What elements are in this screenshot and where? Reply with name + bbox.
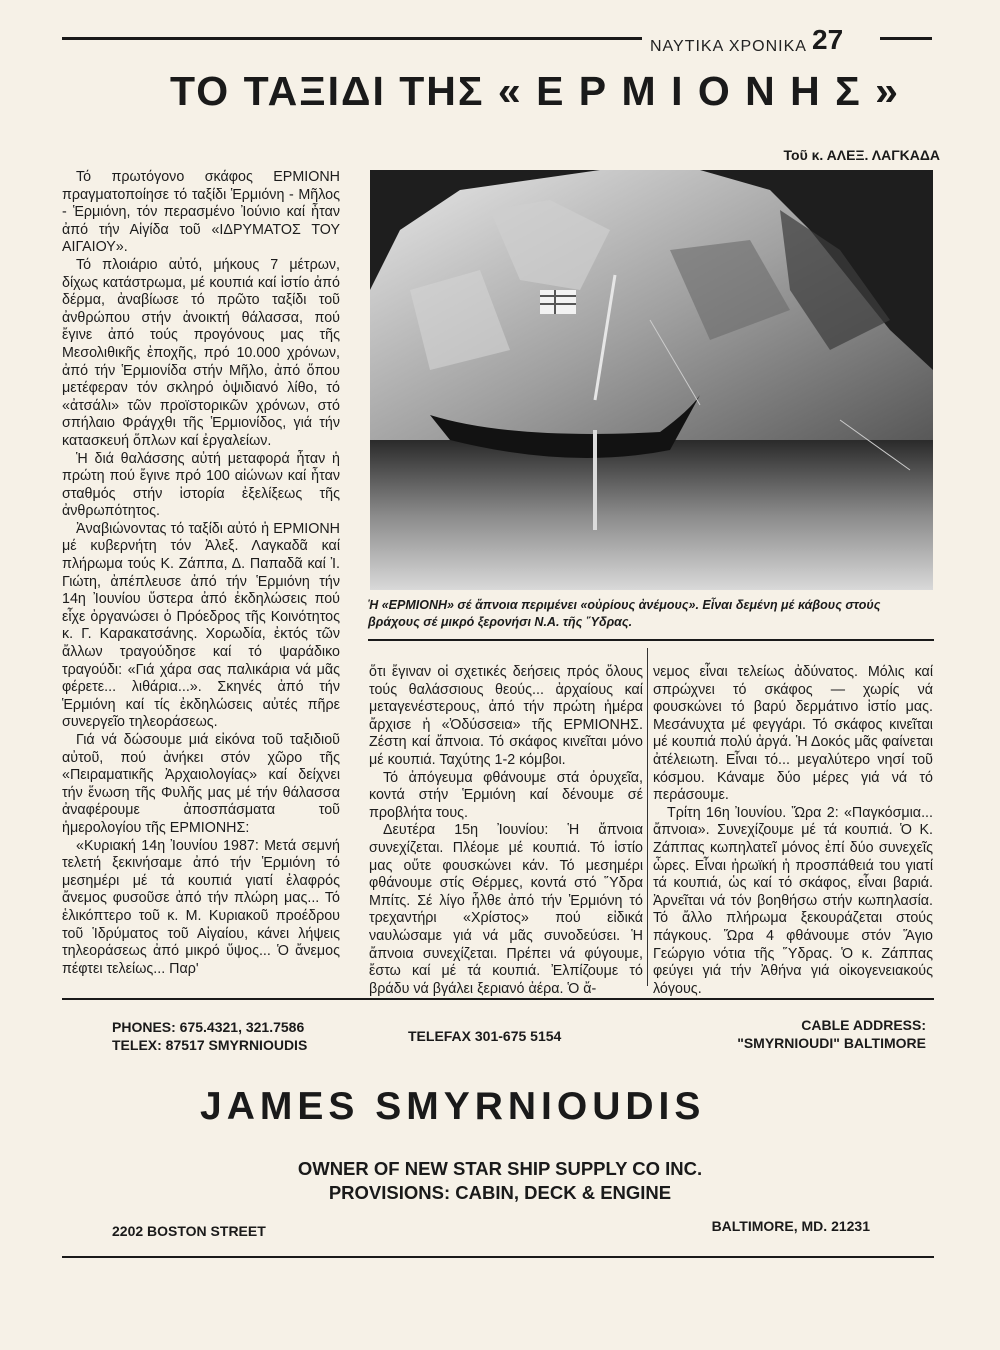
paragraph: Τό ἀπόγευμα φθάνουμε στά ὀρυχεῖα, κοντά στήν Ἑρμιόνη καί δένουμε σέ προβλήτα τους. (369, 769, 643, 821)
paragraph: Ἀναβιώνοντας τό ταξίδι αὐτό ἡ ΕΡΜΙΟΝΗ μέ κυβερνήτη τόν Ἀλεξ. Λαγκαδᾶ καί πλήρωμα τούς Κ. Ζάππα, Δ. Παπαδᾶ καί Ἰ. Γιώτη, ἀπέπλευσε ἀπό τήν Ἑρμιόνη τήν 14η Ἰουνίου ὕστερα ἀπό ἐκδηλώσεις πού εἶχε ὀργανώσει ὁ Πρόεδρος τῆς Κοινότητος κ. Γ. Καρακατσάνης. Χορωδία, ἐκτός τῶν ἄλλων τραγούδησε καί τό ψαράδικο τραγούδι: «Γιά χάρα σας παλικάρια νά μᾶς φέρετε... λιθάρια...». Σκηνές ἀπό τήν Ἑρμιόνη καί τίς ἐκδηλώσεις αὐτές πῆρε συνεργεῖο τηλεοράσεως. (62, 520, 340, 731)
paragraph: ὅτι ἔγιναν οἱ σχετικές δεήσεις πρός ὅλους τούς θαλάσσιους θεούς... ἀρχαίους καί μεταγενέστερους, ἀπό τήν πρώτη ἡμέρα ἄρχισε ἡ «Ὀδύσσεια» τῆς ΕΡΜΙΟΝΗΣ. Ζέστη καί ἄπνοια. Τό σκάφος κινεῖται μόνο μέ κουπιά. Ταχύτης 1-2 κόμβοι. (369, 664, 643, 768)
paragraph: νεμος εἶναι τελείως ἀδύνατος. Μόλις καί σπρώχνει τό σκάφος — χωρίς νά φουσκώνει τό βαρύ δερμάτινο ἱστίο μας. Μεσάνυχτα μέ φεγγάρι. Τό σκάφος κινεῖται μέ κουπιά πολύ ἀργά. Ἡ Δοκός μᾶς φαίνεται ἀτέλειωτη. Εἶναι τό... μεγαλύτερο νησί τοῦ κόσμου. Κάναμε δύο μέρες γιά νά τό περάσουμε. (653, 664, 933, 804)
paragraph: «Κυριακή 14η Ἰουνίου 1987: Μετά σεμνή τελετή ξεκινήσαμε ἀπό τήν Ἑρμιόνη τό μεσημέρι μέ τά κουπιά γιατί ἐλαφρός ἄνεμος φυσοῦσε ἀπό τήν πλώρη μας... Τό ἑλικόπτερο τοῦ κ. Μ. Κυριακοῦ προέδρου τοῦ Ἱδρύματος τοῦ Αἰγαίου, κάνει λήψεις τηλεοράσεως ἀπό μικρό ὕψος... Ὁ ἄνεμος πέφτει τελείως... Παρ' (62, 837, 340, 977)
caption-rule (368, 639, 934, 641)
paragraph: Τό πρωτόγονο σκάφος ΕΡΜΙΟΝΗ πραγματοποίησε τό ταξίδι Ἑρμιόνη - Μῆλος - Ἑρμιόνη, τόν περασμένο Ἰούνιο καί ἦταν ἀπό τήν Αἰγίδα τοῦ «ΙΔΡΥΜΑΤΟΣ ΤΟΥ ΑΙΓΑΙΟΥ». (62, 169, 340, 256)
ad-telefax: TELEFAX 301-675 5154 (408, 1028, 562, 1044)
paragraph: Τρίτη 16η Ἰουνίου. Ὥρα 2: «Παγκόσμια... ἄπνοια». Συνεχίζουμε μέ τά κουπιά. Ὁ Κ. Ζάππας κωπηλατεῖ μόνος ἐπί δύο συνεχεῖς ὧρες. Εἶναι ἡρωϊκή ἡ προσπάθειά του γιατί τά κουπιά, ὡς καί τό σκάφος, εἶναι βαριά. Ἀρνεῖται νά τόν βοηθήσω στήν κωπηλασία. Τό ἄλλο πλήρωμα ξεκουράζεται στούς πάγκους. Ὥρα 4 φθάνουμε στόν Ἅγιο Γεώργιο νότια τῆς Ὕδρας. Ὁ κ. Ζάππας φεύγει γιά τήν Ἀθήνα γιά οἰκογενειακούς λόγους. (653, 804, 933, 997)
ad-telex: TELEX: 87517 SMYRNIOUDIS (112, 1037, 308, 1053)
article-column-1 (62, 169, 340, 978)
greek-flag (540, 290, 576, 314)
column-divider (647, 648, 648, 986)
ad-city: BALTIMORE, MD. 21231 (711, 1218, 870, 1234)
paragraph: Τό πλοιάριο αὐτό, μήκους 7 μέτρων, δίχως κατάστρωμα, μέ κουπιά καί ἱστίο ἀπό δέρμα, ἀναβίωσε τό πρῶτο ταξίδι τοῦ ἀνθρώπου στήν ἀνοικτή θάλασσα, πού ἔγινε ἀπό τούς προγόνους μας τῆς Μεσολιθικῆς ἐποχῆς, πρό 10.000 χρόνων, ἀπό τήν Ἑρμιονίδα στήν Μῆλο, ἀπό ὅπου μετέφεραν τόν σκληρό ὀψιδιανό λίθο, τό «ἀτσάλι» τῶν προϊστορικῶν χρόνων, στό σπήλαιο Φράγχθι τῆς Ἑρμιονίδος, γιά τήν κατασκευή ὅπλων καί ἐργαλείων. (62, 256, 340, 449)
article-title: ΤΟ ΤΑΞΙΔΙ ΤΗΣ « Ε Ρ Μ Ι Ο Ν Η Σ » (170, 68, 900, 114)
running-head: ΝΑΥΤΙΚΑ ΧΡΟΝΙΚΑ (650, 38, 807, 55)
advertisement-bottom-rule (62, 1256, 934, 1258)
boat-photo (370, 170, 933, 590)
header-rule-right (880, 37, 932, 40)
header-rule-left (62, 37, 642, 40)
ad-cable-value: "SMYRNIOUDI" BALTIMORE (737, 1035, 926, 1051)
article-column-2 (369, 664, 643, 998)
paragraph: Γιά νά δώσουμε μιά εἰκόνα τοῦ ταξιδιοῦ αὐτοῦ, πού ἀνήκει στόν χῶρο τῆς «Πειραματικῆς Ἀρχαιολογίας» καί δείχνει τήν ἕνωση τῆς Φυλῆς μας μέ τήν θάλασσα ἀναφέρουμε ἀποσπάσματα τοῦ ἡμερολογίου τῆς ΕΡΜΙΟΝΗΣ: (62, 732, 340, 836)
ad-provisions: PROVISIONS: CABIN, DECK & ENGINE (328, 1182, 672, 1203)
ad-address: 2202 BOSTON STREET (112, 1223, 266, 1239)
ad-company-name: JAMES SMYRNIOUDIS (200, 1085, 706, 1128)
ad-owner: OWNER OF NEW STAR SHIP SUPPLY CO INC. (297, 1158, 703, 1179)
article-author: Τοῦ κ. ΑΛΕΞ. ΛΑΓΚΑΔΑ (783, 147, 940, 163)
page-number: 27 (812, 24, 844, 55)
boat-photo-illustration (370, 170, 933, 590)
ad-phones: PHONES: 675.4321, 321.7586 (112, 1019, 305, 1035)
advertisement-top-rule (62, 998, 934, 1000)
paragraph: Ἡ διά θαλάσσης αὐτή μεταφορά ἦταν ἡ πρώτη πού ἔγινε πρό 100 αἰώνων καί ἦταν σταθμός στήν ἱστορία ἐξελίξεως τῆς ἀνθρωπότητος. (62, 450, 340, 520)
ad-cable-label: CABLE ADDRESS: (801, 1017, 926, 1033)
article-column-3 (653, 664, 933, 998)
paragraph: Δευτέρα 15η Ἰουνίου: Ἡ ἄπνοια συνεχίζεται. Πλέομε μέ κουπιά. Τό ἱστίο μας οὔτε φουσκώνει κάν. Τό μεσημέρι φθάνουμε στίς Θέρμες, κοντά στό Ὕδρα Μπίτς. Σέ λίγο ἦλθε ἀπό τήν Ἑρμιόνη τό τρεχαντήρι «Χρίστος» πού εἰδικά ναυλώσαμε γιά νά μᾶς συνοδεύσει. Ἡ ἄπνοια συνεχίζεται. Πρέπει νά φύγουμε, ἔστω καί μέ τά κουπιά. Ἐλπίζουμε τό βράδυ νά βγάλει ξεριανό ἀέρα. Ὁ ἄ- (369, 822, 643, 997)
photo-caption: Ἡ «ΕΡΜΙΟΝΗ» σέ ἄπνοια περιμένει «οὐρίους ἀνέμους». Εἶναι δεμένη μέ κάβους στούς βράχους σέ μικρό ξερονήσι Ν.Α. τῆς Ὕδρας. (368, 598, 881, 629)
water (370, 440, 933, 590)
